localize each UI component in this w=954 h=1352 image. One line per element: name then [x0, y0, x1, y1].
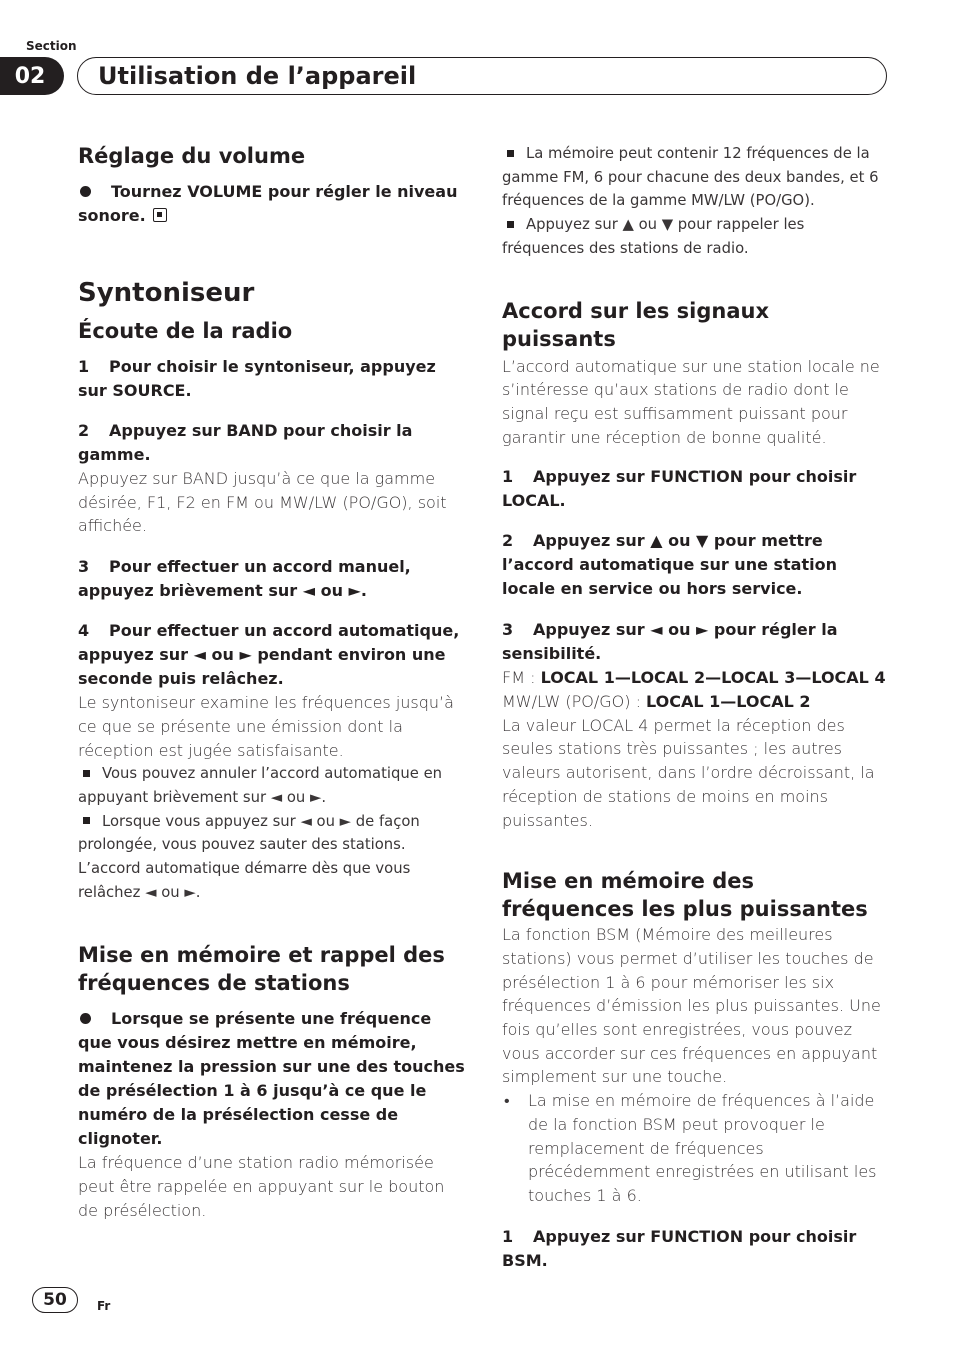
bsm-bullet: • La mise en mémoire de fréquences à l’aide de la fonction BSM peut provoquer le remplacement de fréquences précédemment enregistrées en utilisant les touches 1 à 6.	[502, 1089, 890, 1208]
local-step-1: 1 Appuyez sur FUNCTION pour choisir LOCAL.	[502, 467, 857, 511]
bullet-dot-icon	[80, 186, 91, 197]
radio-step-2-body: Appuyez sur BAND jusqu’à ce que la gamme désirée, F1, F2 en FM ou MW/LW (PO/GO), soit affichée.	[78, 469, 447, 536]
right-column	[502, 142, 890, 1273]
note-square-icon	[83, 770, 90, 777]
chapter-title: Utilisation de l’appareil	[77, 57, 887, 95]
local-step-3-body: La valeur LOCAL 4 permet la réception des seules stations très puissantes ; les autres valeurs autorisent, dans l’ordre décroissant, la réception de stations de moins en moins puissantes.	[502, 715, 875, 830]
local-heading: Accord sur les signaux puissants	[502, 298, 769, 351]
radio-step-2: 2 Appuyez sur BAND pour choisir la gamme.	[78, 421, 413, 464]
radio-step-1: 1 Pour choisir le syntoniseur, appuyez sur SOURCE.	[78, 357, 436, 400]
tuner-heading: Syntoniseur	[78, 278, 255, 308]
radio-step-3: 3 Pour effectuer un accord manuel, appuyez brièvement sur ◄ ou ►.	[78, 557, 411, 601]
bsm-intro: La fonction BSM (Mémoire des meilleures stations) vous permet d’utiliser les touches de présélection 1 à 6 pour mémoriser les six fréquences d’émission les plus puissantes. Une fois qu’elles sont enregistrées, vous pouvez vous accorder sur ces fréquences en appuyant simplement sur une touche.	[502, 925, 881, 1087]
radio-heading: Écoute de la radio	[78, 319, 293, 343]
note-square-icon	[507, 221, 514, 228]
radio-note-2: Lorsque vous appuyez sur ◄ ou ► de façon prolongée, vous pouvez sauter des stations. L’accord automatique démarre dès que vous relâchez ◄ ou ►.	[78, 812, 420, 901]
local-step-3: 3 Appuyez sur ◄ ou ► pour régler la sensibilité.	[502, 620, 838, 664]
radio-step-4: 4 Pour effectuer un accord automatique, appuyez sur ◄ ou ► pendant environ une seconde puis relâchez.	[78, 621, 460, 689]
bsm-heading: Mise en mémoire des fréquences les plus puissantes	[502, 869, 868, 922]
memory-heading: Mise en mémoire et rappel des fréquences de stations	[78, 943, 445, 996]
bullet-dot-icon	[80, 1013, 91, 1024]
local-intro: L’accord automatique sur une station locale ne s’intéresse qu’aux stations de radio dont le signal reçu est suffisamment puissant pour garantir une réception de bonne qualité.	[502, 356, 880, 447]
radio-note-1: Vous pouvez annuler l’accord automatique en appuyant brièvement sur ◄ ou ►.	[78, 765, 443, 806]
memory-body: La fréquence d’une station radio mémorisée peut être rappelée en appuyant sur le bouton de présélection.	[78, 1153, 445, 1220]
note-square-icon	[507, 150, 514, 157]
bsm-step-1: 1 Appuyez sur FUNCTION pour choisir BSM.	[502, 1226, 857, 1270]
section-label: Section	[26, 39, 77, 53]
local-mw-values: MW/LW (PO/GO) : LOCAL 1—LOCAL 2	[502, 692, 811, 712]
radio-step-4-body: Le syntoniseur examine les fréquences jusqu’à ce que se présente une émission dont la réception est jugée satisfaisante.	[78, 693, 454, 760]
memory-note-2: Appuyez sur ▲ ou ▼ pour rappeler les fréquences des stations de radio.	[502, 216, 805, 257]
end-mark-icon	[153, 208, 167, 222]
volume-heading: Réglage du volume	[78, 144, 306, 168]
note-square-icon	[83, 817, 90, 824]
local-step-2: 2 Appuyez sur ▲ ou ▼ pour mettre l’accord automatique sur une station locale en service ou hors service.	[502, 531, 837, 599]
memory-note-1: La mémoire peut contenir 12 fréquences de la gamme FM, 6 pour chacune des deux bandes, et 6 fréquences de la gamme MW/LW (PO/GO).	[502, 145, 879, 210]
local-fm-values: FM : LOCAL 1—LOCAL 2—LOCAL 3—LOCAL 4	[502, 668, 886, 688]
language-label: Fr	[97, 1299, 111, 1313]
volume-instruction: Tournez VOLUME pour régler le niveau sonore.	[78, 182, 458, 225]
section-number: 02	[0, 57, 64, 95]
left-column	[78, 142, 468, 1223]
memory-instruction: Lorsque se présente une fréquence que vous désirez mettre en mémoire, maintenez la pression sur une des touches de présélection 1 à 6 jusqu’à ce que le numéro de la présélection cesse de clignoter.	[78, 1009, 465, 1149]
page-number: 50	[32, 1287, 78, 1313]
